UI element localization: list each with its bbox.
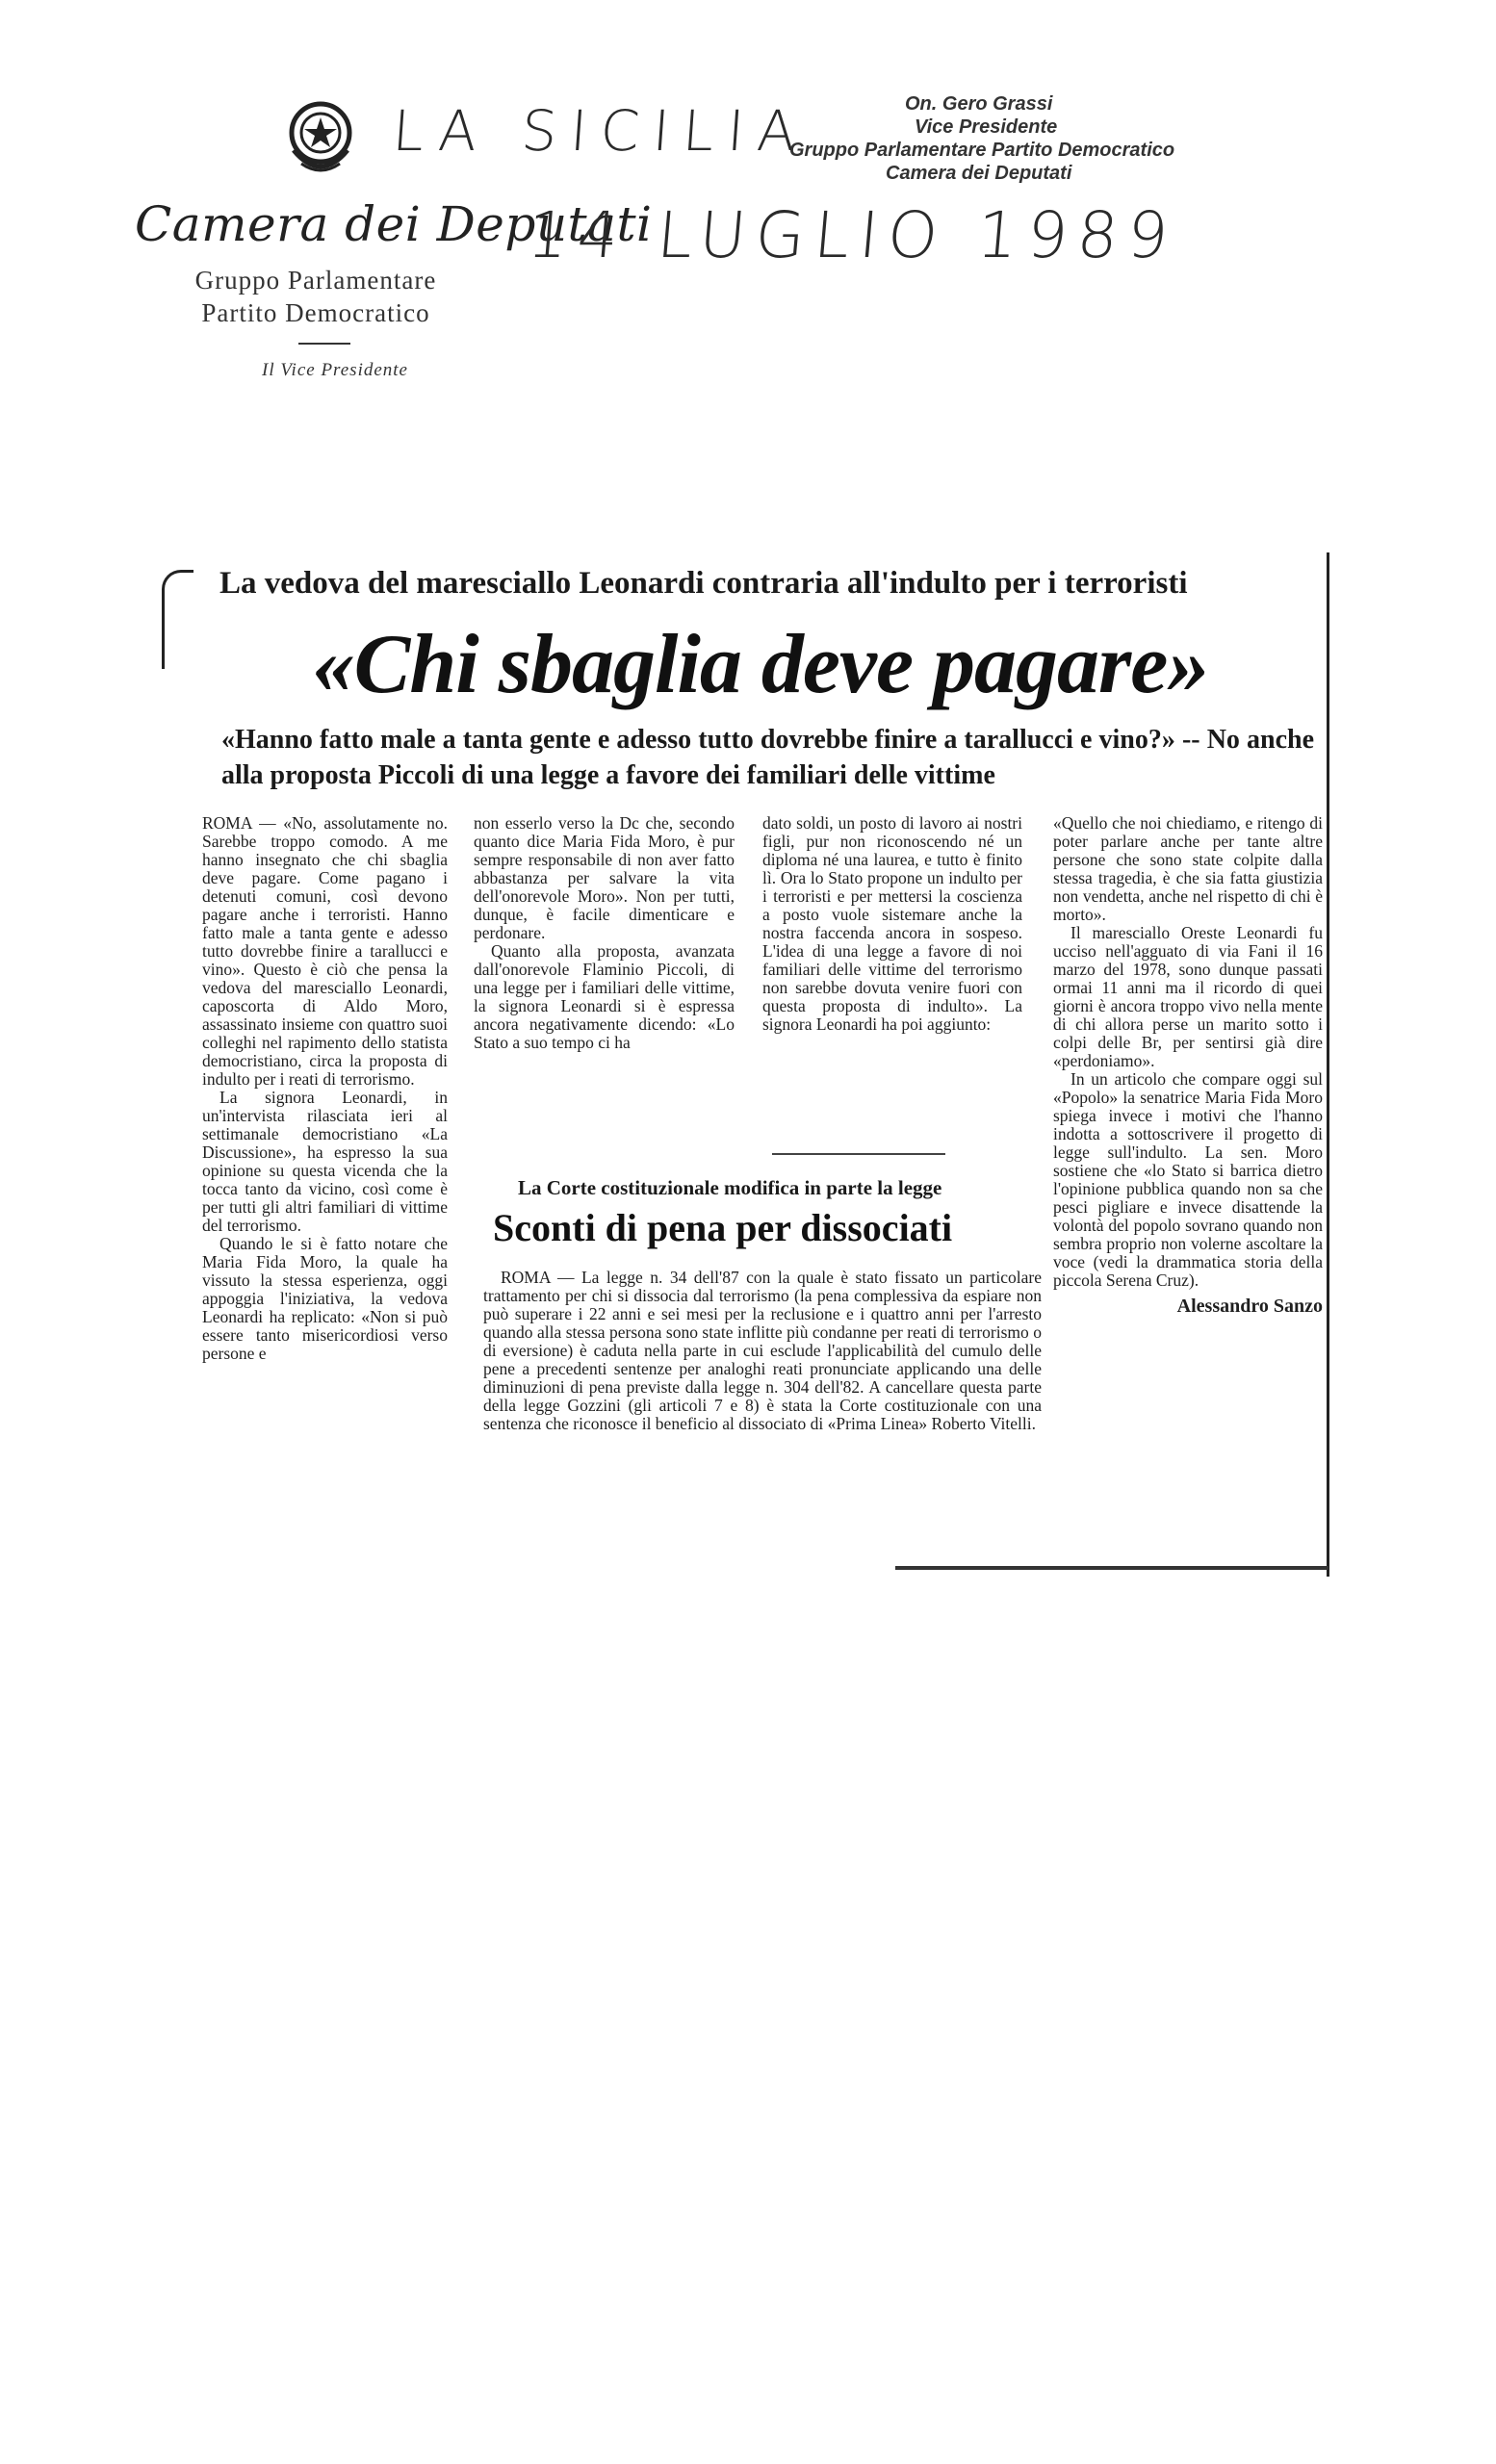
group-name-line1: Gruppo Parlamentare	[194, 266, 437, 295]
article-byline: Alessandro Sanzo	[1176, 1296, 1323, 1317]
stamp-group: Gruppo Parlamentare Partito Democratico	[789, 140, 1175, 161]
column-separator-rule	[772, 1153, 945, 1155]
sidebar-body	[483, 1269, 1042, 1433]
sidebar-headline: Sconti di pena per dissociati	[493, 1206, 953, 1249]
article-bracket-mark	[162, 570, 193, 669]
paragraph: dato soldi, un posto di lavoro ai nostri figli, pur non riconoscendo né un diploma né una laurea, e tutto è finito lì. Ora lo Stato propone un indulto per i terroristi e per mettersi la coscienza a posto vuole sistemare anche la nostra faccenda ancora in sospeso. L'idea di una legge a favore di noi familiari delle vittime del terrorismo non sarebbe dovuta venire fuori con questa proposta di indulto». La signora Leonardi ha poi aggiunto:	[762, 813, 1022, 1034]
paragraph: Quando le si è fatto notare che Maria Fida Moro, la quale ha vissuto la stessa esperienza, oggi appoggia l'iniziativa, la vedova Leonardi ha replicato: «Non si può essere tanto misericordiosi verso persone e	[202, 1234, 448, 1363]
stamp-chamber: Camera dei Deputati	[886, 163, 1072, 184]
paragraph: ROMA — La legge n. 34 dell'87 con la quale è stato fissato un particolare trattamento per chi si dissocia dal terrorismo (la pena complessiva da espiare non può superare i 22 anni e sei mesi per la reclusione e i quattro anni per l'arresto quando alla stessa persona sono state inflitte più condanne per reati di terrorismo o di eversione) è caduta nella parte in cui esclude l'applicabilità del cumulo delle pene a precedenti sentenze per analoghi reati pronunciate applicando una delle diminuzioni di pena previste dalla legge n. 304 dell'82. A cancellare questa parte della legge Gozzini (gli articoli 7 e 8) è stata la Corte costituzionale con una sentenza che riconosce il beneficio al dissociato di «Prima Linea» Roberto Vitelli.	[483, 1268, 1042, 1433]
official-stamp	[789, 92, 1194, 185]
handwritten-newspaper-name: LA SICILIA	[390, 98, 812, 164]
article-column-2	[474, 814, 735, 1052]
paragraph: «Quello che noi chiediamo, e ritengo di poter parlare anche per tante altre persone che sono state colpite dalla stessa tragedia, è che sia fatta giustizia non vendetta, anche nel rispetto di chi è morto».	[1053, 813, 1323, 924]
article-standfirst: «Hanno fatto male a tanta gente e adesso tutto dovrebbe finire a tarallucci e vino?» -- No anche alla proposta Piccoli di una legge a favore dei familiari delle vittime	[221, 725, 1314, 790]
paragraph: Il maresciallo Oreste Leonardi fu ucciso nell'agguato di via Fani il 16 marzo del 1978, sono dunque passati ormai 11 anni ma il ricordo di quei giorni è ancora troppo vivo nella mente di chi allora perse un marito sotto i colpi delle Br, per sentirsi già dire «perdoniamo».	[1053, 923, 1323, 1070]
letterhead-divider	[298, 343, 350, 345]
letterhead-role: Il Vice Presidente	[262, 360, 408, 380]
article-headline: «Chi sbaglia deve pagare»	[312, 618, 1209, 711]
sidebar-kicker: La Corte costituzionale modifica in parte la legge	[518, 1176, 942, 1199]
italian-republic-emblem-icon	[282, 96, 359, 183]
article-column-3	[762, 814, 1022, 1034]
article-kicker: La vedova del maresciallo Leonardi contraria all'indulto per i terroristi	[219, 566, 1188, 601]
stamp-name: On. Gero Grassi	[905, 93, 1053, 115]
paragraph: La signora Leonardi, in un'intervista rilasciata ieri al settimanale democristiano «La Discussione», ha espresso la sua opinione su questa vicenda che la tocca tanto da vicino, così come è per tutti gli altri familiari di vittime del terrorismo.	[202, 1088, 448, 1235]
article-column-1	[202, 814, 448, 1363]
paragraph: Quanto alla proposta, avanzata dall'onorevole Flaminio Piccoli, di una legge per i familiari delle vittime, la signora Leonardi si è espressa ancora negativamente dicendo: «Lo Stato a suo tempo ci ha	[474, 941, 735, 1052]
paragraph: In un articolo che compare oggi sul «Popolo» la senatrice Maria Fida Moro spiega invece i motivi che l'hanno indotta a sottoscrivere il progetto di legge sull'indulto. La sen. Moro sostiene che «lo Stato si barrica dietro l'opinione pubblica quando non sa che pesci pigliare e invece disattende la volontà del popolo sovrano quando non sembra proprio non volerne ascoltare la voce (vedi la drammatica storia della piccola Serena Cruz).	[1053, 1069, 1323, 1290]
article-column-4	[1053, 814, 1323, 1316]
group-name-line2: Partito Democratico	[201, 298, 430, 327]
handwritten-date: 14 LUGLIO 1989	[524, 198, 1181, 272]
paragraph: ROMA — «No, assolutamente no. Sarebbe troppo comodo. A me hanno insegnato che chi sbaglia deve pagare. Come pagano i detenuti comuni, così devono pagare anche i terroristi. Hanno fatto male a tanta gente e adesso tutto dovrebbe finire a tarallucci e vino». Questo è ciò che pensa la vedova del maresciallo Leonardi, caposcorta di Aldo Moro, assassinato insieme con quattro suoi colleghi nel rapimento dello statista democristiano, circa la proposta di indulto per i reati di terrorismo.	[202, 813, 448, 1089]
chamber-name: Camera dei Deputati	[135, 196, 653, 252]
paragraph: non esserlo verso la Dc che, secondo quanto dice Maria Fida Moro, è pur sempre responsabile di non aver fatto abbastanza per salvare la vita dell'onorevole Moro». Non per tutti, dunque, è facile dimenticare e perdonare.	[474, 813, 735, 942]
article-bottom-rule	[895, 1566, 1328, 1570]
stamp-title: Vice Presidente	[915, 116, 1058, 138]
